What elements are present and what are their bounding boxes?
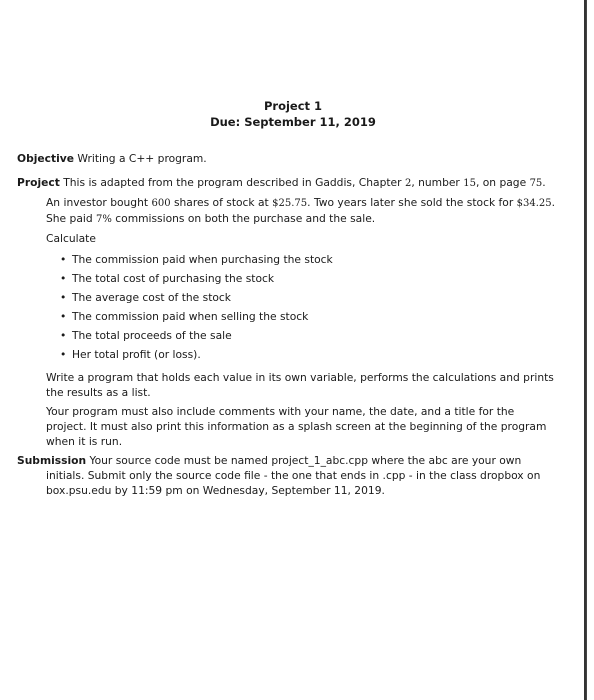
calculation-list: [17, 250, 557, 364]
project-title: Project 1: [263, 99, 323, 113]
list-item-text: The average cost of the stock: [72, 291, 231, 304]
submission-label: Submission: [17, 454, 87, 467]
list-item-text: Her total profit (or loss).: [72, 348, 201, 361]
list-item: [60, 345, 557, 364]
list-item: [60, 288, 557, 307]
list-item-text: The commission paid when purchasing the stock: [72, 253, 333, 266]
investor-text-c: . Two years later she sold the stock for: [307, 196, 517, 209]
project-text-b: , number: [411, 176, 464, 189]
project-text-a: This is adapted from the program described in Gaddis, Chapter: [59, 176, 405, 189]
document-body: [17, 151, 557, 502]
chapter-number: 2: [404, 178, 412, 189]
write-paragraph: Write a program that holds each value in its own variable, performs the calculations and prints the results as a list.: [46, 371, 554, 399]
list-item: [60, 326, 557, 345]
due-date: Due: September 11, 2019: [210, 115, 376, 129]
list-item: [60, 307, 557, 326]
investor-text-a: An investor bought: [46, 196, 152, 209]
objective-label: Objective: [17, 152, 74, 165]
bullet-icon: •: [60, 253, 67, 266]
list-item: [60, 269, 557, 288]
project-text-c: , on page: [475, 176, 530, 189]
project-text-d: .: [542, 176, 546, 189]
share-count: 600: [151, 198, 171, 209]
document-header: [0, 98, 586, 130]
project-label: Project: [17, 176, 60, 189]
bullet-icon: •: [60, 348, 67, 361]
problem-number: 15: [463, 178, 476, 189]
bullet-icon: •: [60, 291, 67, 304]
calculate-label: Calculate: [46, 232, 96, 245]
objective-paragraph: [17, 151, 557, 166]
investor-text-d: . She paid: [46, 196, 556, 225]
objective-text: Writing a C++ program.: [73, 152, 207, 165]
commission-rate: 7%: [96, 214, 112, 225]
submission-paragraph: [17, 453, 557, 498]
project-paragraph: [17, 175, 557, 191]
bullet-icon: •: [60, 272, 67, 285]
page-number: 75: [529, 178, 543, 189]
sell-price: $34.25: [516, 198, 552, 209]
list-item: [60, 250, 557, 269]
list-item-text: The total cost of purchasing the stock: [72, 272, 275, 285]
investor-text-b: shares of stock at: [170, 196, 273, 209]
submission-text: Your source code must be named project_1_abc.cpp where the abc are your own initials. Submit only the source code file - the one that ends in .cpp - in the class dropbox on box.psu.edu by 11:59 pm on Wednesday, September 11, 2019.: [46, 454, 541, 497]
investor-text-e: commissions on both the purchase and the sale.: [111, 212, 376, 225]
bullet-icon: •: [60, 329, 67, 342]
buy-price: $25.75: [272, 198, 308, 209]
bullet-icon: •: [60, 310, 67, 323]
investor-paragraph: [17, 195, 557, 227]
list-item-text: The commission paid when selling the stock: [72, 310, 309, 323]
comments-paragraph: Your program must also include comments with your name, the date, and a title for the project. It must also print this information as a splash screen at the beginning of the program when it is run.: [46, 405, 547, 448]
list-item-text: The total proceeds of the sale: [72, 329, 232, 342]
